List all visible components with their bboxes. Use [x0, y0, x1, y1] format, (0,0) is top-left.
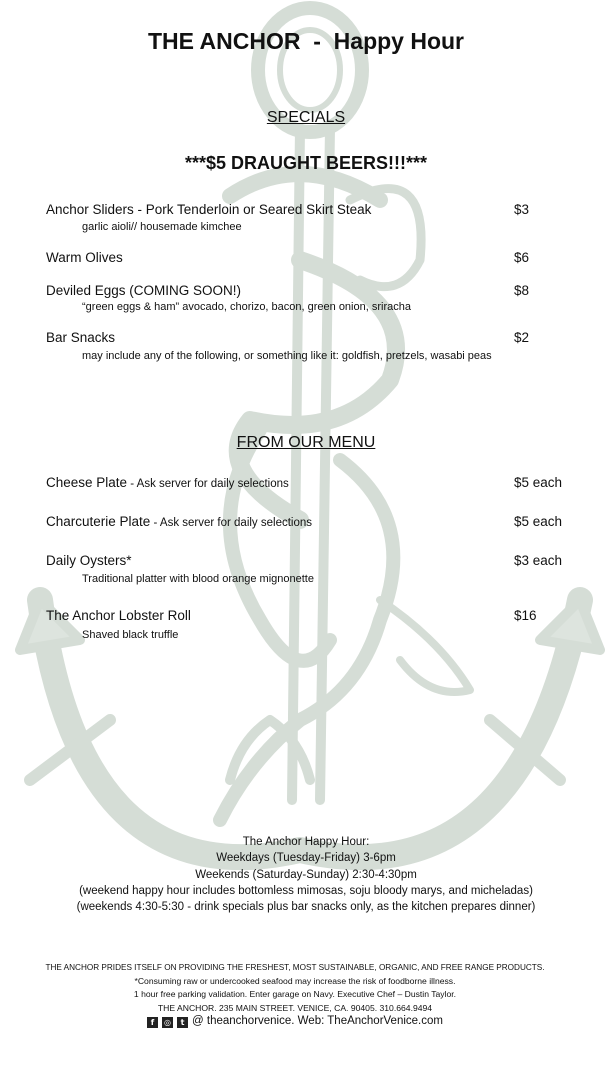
special-item-price: $8 — [514, 283, 530, 298]
page-title: THE ANCHOR - Happy Hour — [147, 28, 465, 54]
hours-weekdays: Weekdays (Tuesday-Friday) 3-6pm — [216, 852, 396, 865]
special-item-desc: garlic aioli// housemade kimchee — [82, 221, 242, 233]
menu-item-title: Charcuterie Plate — [46, 514, 151, 529]
menu-item-note: - Ask server for daily selections — [127, 478, 289, 490]
menu-item-name: Daily Oysters* — [46, 553, 132, 568]
instagram-icon[interactable]: ◎ — [162, 1017, 173, 1028]
footer-sustainability: THE ANCHOR PRIDES ITSELF ON PROVIDING THE FRESHEST, MOST SUSTAINABLE, ORGANIC, AND FREE RANGE PRODUCTS. — [45, 963, 545, 972]
happy-hour-schedule — [0, 834, 612, 915]
footer-address: THE ANCHOR. 235 MAIN STREET. VENICE, CA. 90405. 310.664.9494 — [157, 1002, 433, 1013]
menu-item-title: Cheese Plate — [46, 475, 128, 490]
specials-heading: SPECIALS — [266, 109, 346, 126]
hours-title: The Anchor Happy Hour: — [242, 836, 370, 848]
menu-item-price: $16 — [514, 608, 537, 623]
special-item-price: $3 — [514, 202, 530, 217]
special-item-price: $2 — [514, 330, 530, 345]
menu-item-desc: Shaved black truffle — [82, 629, 179, 641]
special-item-name: Bar Snacks — [46, 330, 116, 345]
menu-item-name — [46, 475, 289, 490]
menu-item-note: - Ask server for daily selections — [150, 517, 313, 529]
menu-item-name — [46, 514, 312, 529]
footer-social-row — [0, 1015, 590, 1029]
special-item-name: Warm Olives — [46, 250, 123, 265]
facebook-icon[interactable]: f — [147, 1017, 158, 1028]
footer — [0, 961, 590, 1029]
footer-parking: 1 hour free parking validation. Enter garage on Navy. Executive Chef – Dustin Taylor. — [133, 989, 457, 1000]
special-item-desc: “green eggs & ham” avocado, chorizo, bacon, green onion, sriracha — [82, 301, 411, 313]
menu-item-price: $5 each — [514, 475, 563, 490]
special-item-name: Anchor Sliders - Pork Tenderloin or Seared Skirt Steak — [46, 202, 372, 217]
menu-item-name: The Anchor Lobster Roll — [46, 608, 191, 623]
hours-weekends: Weekends (Saturday-Sunday) 2:30-4:30pm — [195, 868, 417, 881]
twitter-icon[interactable]: t — [177, 1017, 188, 1028]
menu-item-price: $5 each — [514, 514, 563, 529]
hours-weekend-note: (weekend happy hour includes bottomless mimosas, soju bloody marys, and micheladas) — [79, 884, 533, 897]
hours-weekend-drinks-note: (weekends 4:30-5:30 - drink specials plus bar snacks only, as the kitchen prepares dinner) — [76, 901, 536, 914]
menu-item-desc: Traditional platter with blood orange mignonette — [82, 573, 314, 585]
social-website-text[interactable]: @ theanchorvenice. Web: TheAnchorVenice.com — [192, 1015, 443, 1028]
footer-health-warning: *Consuming raw or undercooked seafood may increase the risk of foodborne illness. — [134, 975, 456, 986]
menu-item-price: $3 each — [514, 553, 563, 568]
promo-banner: ***$5 DRAUGHT BEERS!!!*** — [184, 153, 428, 173]
menu-heading: FROM OUR MENU — [236, 434, 376, 451]
special-item-price: $6 — [514, 250, 530, 265]
special-item-name: Deviled Eggs (COMING SOON!) — [46, 283, 242, 298]
special-item-desc: may include any of the following, or something like it: goldfish, pretzels, wasabi peas — [82, 350, 492, 362]
